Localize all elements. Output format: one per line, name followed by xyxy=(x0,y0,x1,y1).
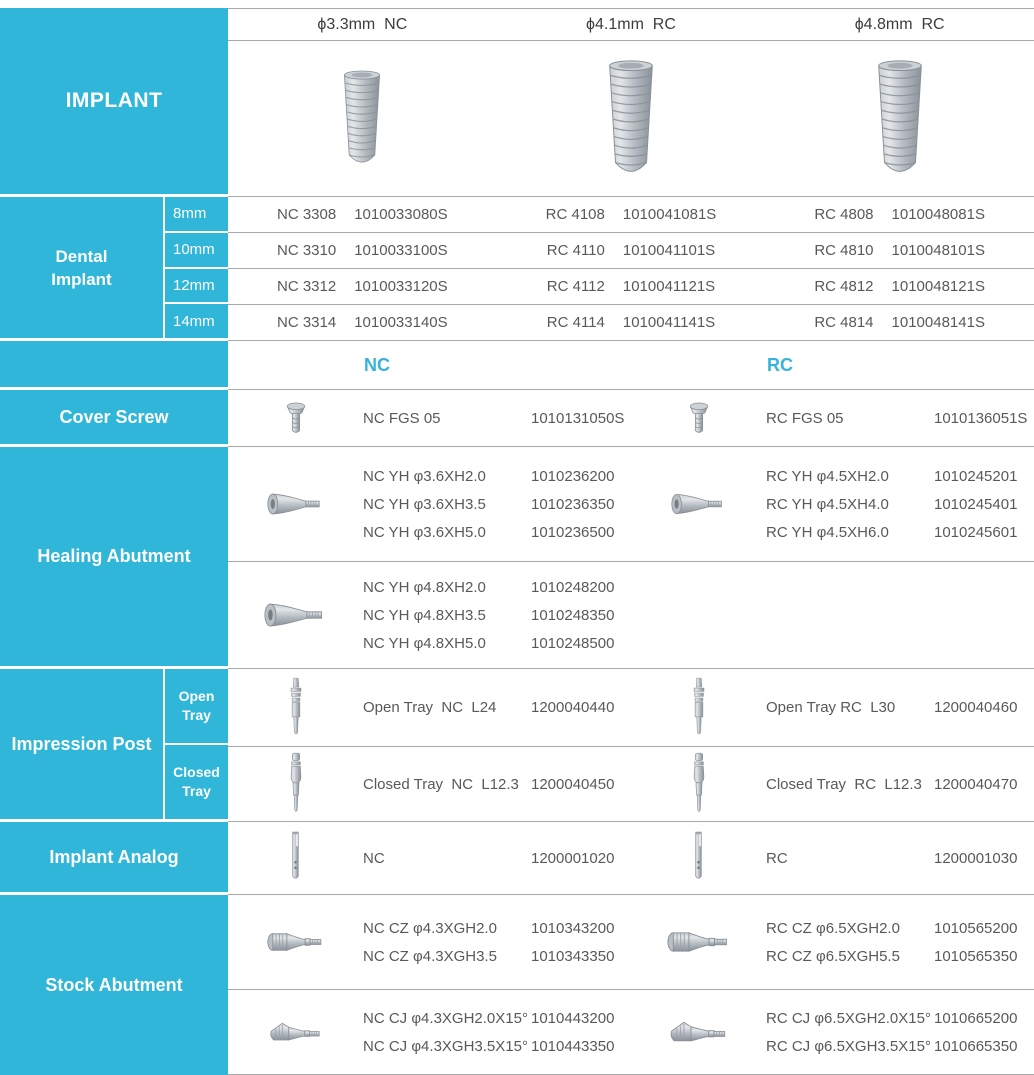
product-name: Open Tray NC L24 xyxy=(363,699,497,716)
product-name: NC CZ φ4.3XGH3.5 xyxy=(363,947,497,965)
dental-row-8mm xyxy=(228,197,1034,233)
stock-abutment-cz-rc-image xyxy=(667,929,731,955)
product-code: 1010236200 xyxy=(531,467,615,485)
open-tray-label: Open Tray xyxy=(165,669,228,743)
product-name: RC FGS 05 xyxy=(766,409,844,427)
platform-header-section xyxy=(0,341,1034,390)
product-name: RC 4810 xyxy=(814,242,874,259)
product-name: NC 3314 xyxy=(277,314,337,331)
product-name: RC CZ φ6.5XGH2.0 xyxy=(766,919,900,937)
product-name: RC 4112 xyxy=(546,278,605,295)
length-label-12mm: 12mm xyxy=(165,267,228,303)
product-name: NC FGS 05 xyxy=(363,409,441,427)
product-code: 1010245401 xyxy=(934,495,1018,513)
product-code: 1010033120S xyxy=(354,278,448,295)
impression-post-section xyxy=(0,669,1034,822)
product-name: RC 4814 xyxy=(814,314,874,331)
healing-abutment-section xyxy=(0,447,1034,669)
dental-row-14mm xyxy=(228,305,1034,341)
product-code: 1010048101S xyxy=(891,242,985,259)
product-code: 1010248500 xyxy=(531,634,615,652)
cover-screw-nc-image xyxy=(285,401,307,435)
product-code: 1010033140S xyxy=(354,314,448,331)
product-name: RC 4110 xyxy=(546,242,605,259)
product-code: 1010033080S xyxy=(354,206,448,223)
product-code: 1010048081S xyxy=(891,206,985,223)
product-code: 1010248200 xyxy=(531,578,615,596)
product-code: 1010048121S xyxy=(891,278,985,295)
product-code: 1010248350 xyxy=(531,606,615,624)
product-name: NC YH φ4.8XH5.0 xyxy=(363,634,486,652)
dental-row-10mm xyxy=(228,233,1034,269)
dental-implant-label: Dental Implant xyxy=(0,197,165,338)
product-code: 1010041121S xyxy=(622,278,716,295)
product-name: RC CZ φ6.5XGH5.5 xyxy=(766,947,900,965)
product-name: NC xyxy=(363,849,385,867)
diameter-header-row xyxy=(228,8,1034,41)
product-code: 1200001030 xyxy=(934,849,1018,867)
product-code: 1010131050S xyxy=(531,409,625,427)
product-code: 1010236500 xyxy=(531,523,615,541)
platform-header-spacer xyxy=(0,341,228,387)
product-name: NC 3312 xyxy=(277,278,337,295)
product-code: 1010033100S xyxy=(354,242,448,259)
product-code: 1010041101S xyxy=(622,242,716,259)
closed-tray-rc-image xyxy=(688,752,710,816)
cover-screw-label: Cover Screw xyxy=(0,390,228,444)
product-name: Open Tray RC L30 xyxy=(766,699,896,716)
implant-analog-section xyxy=(0,822,1034,895)
implant-41-image xyxy=(601,56,661,182)
product-code: 1010236350 xyxy=(531,495,615,513)
open-tray-nc-image xyxy=(285,677,307,739)
cover-screw-row xyxy=(228,390,1034,447)
dental-implant-section xyxy=(0,197,1034,341)
product-name: RC YH φ4.5XH2.0 xyxy=(766,467,889,485)
implant-33-image xyxy=(338,56,386,182)
product-code: 1200040450 xyxy=(531,775,615,793)
product-code: 1200040470 xyxy=(934,775,1018,793)
product-name: NC CJ φ4.3XGH2.0X15° xyxy=(363,1009,528,1027)
product-name: NC 3310 xyxy=(277,242,337,259)
product-name: RC 4108 xyxy=(545,206,605,223)
implant-section-sidebar xyxy=(0,8,228,197)
product-name: RC 4114 xyxy=(546,314,605,331)
healing-abutment-rc-empty xyxy=(631,562,1034,668)
product-code: 1010565350 xyxy=(934,947,1018,965)
product-code: 1200040460 xyxy=(934,699,1018,716)
length-label-14mm: 14mm xyxy=(165,302,228,338)
platform-header-row xyxy=(228,341,1034,390)
product-name: RC CJ φ6.5XGH2.0X15° xyxy=(766,1009,931,1027)
closed-tray-label: Closed Tray xyxy=(165,743,228,819)
closed-tray-nc-image xyxy=(285,752,307,816)
healing-abutment-rc45-image xyxy=(671,491,727,517)
product-code: 1010136051S xyxy=(934,409,1028,427)
implant-section xyxy=(0,8,1034,197)
impression-post-label: Impression Post xyxy=(0,669,165,819)
product-name: Closed Tray NC L12.3 xyxy=(363,775,519,793)
column-header-nc-33: ϕ3.3mm NC xyxy=(317,15,408,33)
product-code: 1200001020 xyxy=(531,849,615,867)
implant-analog-rc-image xyxy=(692,830,705,886)
implant-row-label: IMPLANT xyxy=(0,8,228,194)
product-code: 1010443350 xyxy=(531,1037,615,1055)
product-name: NC YH φ3.6XH2.0 xyxy=(363,467,486,485)
product-code: 1010565200 xyxy=(934,919,1018,937)
tray-subcolumn xyxy=(165,669,228,819)
healing-abutment-nc36-image xyxy=(267,492,325,516)
dental-implant-sidebar xyxy=(0,197,228,341)
stock-abutment-label: Stock Abutment xyxy=(0,895,228,1075)
product-code: 1010041141S xyxy=(622,314,716,331)
open-tray-rc-image xyxy=(688,677,710,739)
product-code: 1010665200 xyxy=(934,1009,1018,1027)
product-name: RC 4812 xyxy=(814,278,874,295)
healing-abutment-label: Healing Abutment xyxy=(0,447,228,666)
product-code: 1010048141S xyxy=(891,314,985,331)
implant-analog-label: Implant Analog xyxy=(0,822,228,892)
product-code: 1010343200 xyxy=(531,919,615,937)
column-header-rc-41: ϕ4.1mm RC xyxy=(586,15,676,33)
implant-analog-nc-image xyxy=(289,830,302,886)
product-name: NC YH φ3.6XH5.0 xyxy=(363,523,486,541)
product-code: 1010443200 xyxy=(531,1009,615,1027)
length-label-10mm: 10mm xyxy=(165,231,228,267)
product-code: 1010665350 xyxy=(934,1037,1018,1055)
column-header-rc-48: ϕ4.8mm RC xyxy=(854,15,945,33)
product-code: 1010343350 xyxy=(531,947,615,965)
product-name: RC CJ φ6.5XGH3.5X15° xyxy=(766,1037,931,1055)
healing-abutment-row-36 xyxy=(228,447,1034,562)
product-code: 1010041081S xyxy=(622,206,717,223)
product-name: NC CJ φ4.3XGH3.5X15° xyxy=(363,1037,528,1055)
product-name: RC 4808 xyxy=(814,206,874,223)
product-code: 1200040440 xyxy=(531,699,615,716)
cover-screw-rc-image xyxy=(688,401,710,435)
stock-abutment-cj-row xyxy=(228,990,1034,1075)
product-name: RC YH φ4.5XH6.0 xyxy=(766,523,889,541)
implant-images-row xyxy=(228,41,1034,197)
stock-abutment-cj-rc-image xyxy=(668,1018,730,1046)
stock-abutment-section xyxy=(0,895,1034,1075)
implant-analog-row xyxy=(228,822,1034,895)
product-name: RC YH φ4.5XH4.0 xyxy=(766,495,889,513)
product-name: NC YH φ4.8XH2.0 xyxy=(363,578,486,596)
stock-abutment-cz-nc-image xyxy=(267,931,325,953)
length-subcolumn xyxy=(165,197,228,338)
cover-screw-section xyxy=(0,390,1034,447)
product-name: NC CZ φ4.3XGH2.0 xyxy=(363,919,497,937)
product-name: NC YH φ3.6XH3.5 xyxy=(363,495,486,513)
stock-abutment-cz-row xyxy=(228,895,1034,990)
length-label-8mm: 8mm xyxy=(165,197,228,231)
healing-abutment-row-48 xyxy=(228,562,1034,669)
product-code: 1010245601 xyxy=(934,523,1018,541)
dental-row-12mm xyxy=(228,269,1034,305)
closed-tray-row xyxy=(228,747,1034,822)
product-name: RC xyxy=(766,849,788,867)
stock-abutment-cj-nc-image xyxy=(266,1020,326,1044)
product-name: NC 3308 xyxy=(277,206,337,223)
open-tray-row xyxy=(228,669,1034,747)
healing-abutment-nc48-image xyxy=(264,601,328,629)
platform-label-rc: RC xyxy=(767,354,793,375)
implant-48-image xyxy=(867,56,933,182)
product-code: 1010245201 xyxy=(934,467,1018,485)
impression-post-sidebar xyxy=(0,669,228,822)
product-name: Closed Tray RC L12.3 xyxy=(766,775,922,793)
product-name: NC YH φ4.8XH3.5 xyxy=(363,606,486,624)
platform-label-nc: NC xyxy=(364,354,390,375)
